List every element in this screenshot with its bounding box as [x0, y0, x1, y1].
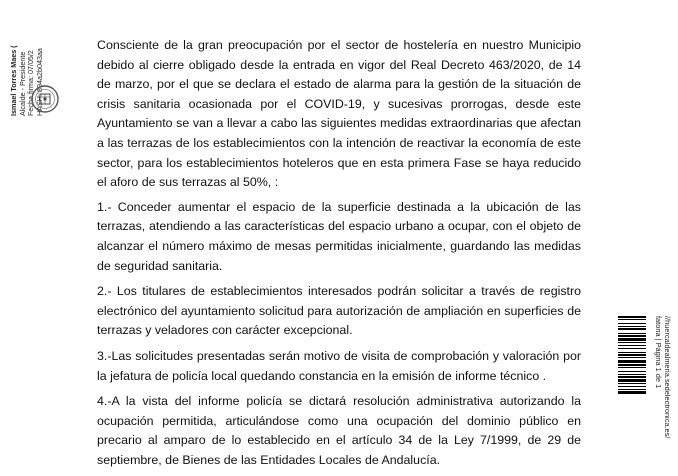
- barcode-bar: [618, 391, 646, 394]
- signature-strip: [2, 0, 70, 120]
- signer-role: Alcalde - Presidente: [17, 51, 27, 116]
- signature-date: Fecha firma: 07/05/2: [26, 50, 36, 116]
- barcode-bar: [618, 342, 646, 343]
- barcode-bar: [618, 360, 646, 363]
- barcode-bar: [618, 379, 646, 382]
- measure-3: 3.-Las solicitudes presentadas serán motivo de visita de comprobación y valoración por la jefatura de policía local quedando constancia en la emisión de informe técnico .: [97, 348, 581, 383]
- barcode-bar: [618, 326, 646, 327]
- signature-hash: HASH: 894a2b043aa: [34, 48, 44, 116]
- measure-1: 1.- Conceder aumentar el espacio de la superficie destinada a la ubicación de las terrazas, atendiendo a las características del espacio urbano a ocupar, con el objeto de alcanzar el número máximo de mesas permitidas inicialmente, guardando las medidas de seguridad sanitaria.: [97, 199, 581, 273]
- document-body: [97, 36, 581, 476]
- barcode-bar: [618, 383, 646, 384]
- municipal-seal-icon: [30, 84, 60, 114]
- barcode-bar: [618, 335, 646, 337]
- barcode-bar: [618, 319, 646, 320]
- barcode-bar: [618, 364, 646, 366]
- measure-2: 2.- Los titulares de establecimientos interesados podrán solicitar a través de registro electrónico del ayuntamiento solicitud para autorización de ampliación en superficies de terrazas y veladores con carácter excepcional.: [97, 284, 581, 338]
- verification-strip: [612, 312, 674, 452]
- barcode-bar: [618, 376, 646, 378]
- barcode-bar: [618, 371, 646, 372]
- barcode-bar: [618, 354, 646, 356]
- barcode-bar: [618, 389, 646, 390]
- barcode-bar: [618, 348, 646, 349]
- barcode-bar: [618, 357, 646, 358]
- barcode-bar: [618, 374, 646, 375]
- barcode-bar: [618, 386, 646, 387]
- barcode-icon: [618, 316, 646, 452]
- measure-4: 4.-A la vista del informe policía se dictará resolución administrativa autorizando la ocupación permitida, articulándose como una ocupación del dominio público en precario al amparo de lo establecido en el artículo 34 de la Ley 7/1999, de 29 de septiembre, de Bienes de las Entidades Locales de Andalucía.: [97, 394, 581, 467]
- barcode-bar: [618, 333, 646, 334]
- signer-name: Ismael Torres Maes (: [9, 45, 18, 116]
- verification-text: [652, 316, 672, 452]
- barcode-bar: [618, 338, 646, 341]
- intro-paragraph: Consciente de la gran preocupación por el sector de hostelería en nuestro Municipio debido al cierre obligado desde la entrada en vigor del Real Decreto 463/2020, de 14 de marzo, por el que se declara el estado de alarma para la gestión de la situación de crisis sanitaria ocasionada por el COVID-19, y sucesivas prorrogas, desde este Ayuntamiento se van a llevar a cabo las siguientes medidas extraordinarias que afectan a las terrazas de los establecimientos con la intención de reactivar la economía de este sector, para los establecimientos hoteleros que en esta primera Fase se haya reducido el aforo de sus terrazas al 50%, :: [97, 38, 581, 190]
- barcode-bar: [618, 352, 646, 353]
- verification-page: fatona | Página 1 de 1: [654, 316, 663, 389]
- barcode-bar: [618, 328, 646, 330]
- verification-url: //huercaldealmeria.sedelectronica.es/: [663, 316, 672, 439]
- barcode-bar: [618, 345, 646, 346]
- barcode-bar: [618, 323, 646, 324]
- barcode-bar: [618, 367, 646, 368]
- barcode-bar: [618, 316, 646, 318]
